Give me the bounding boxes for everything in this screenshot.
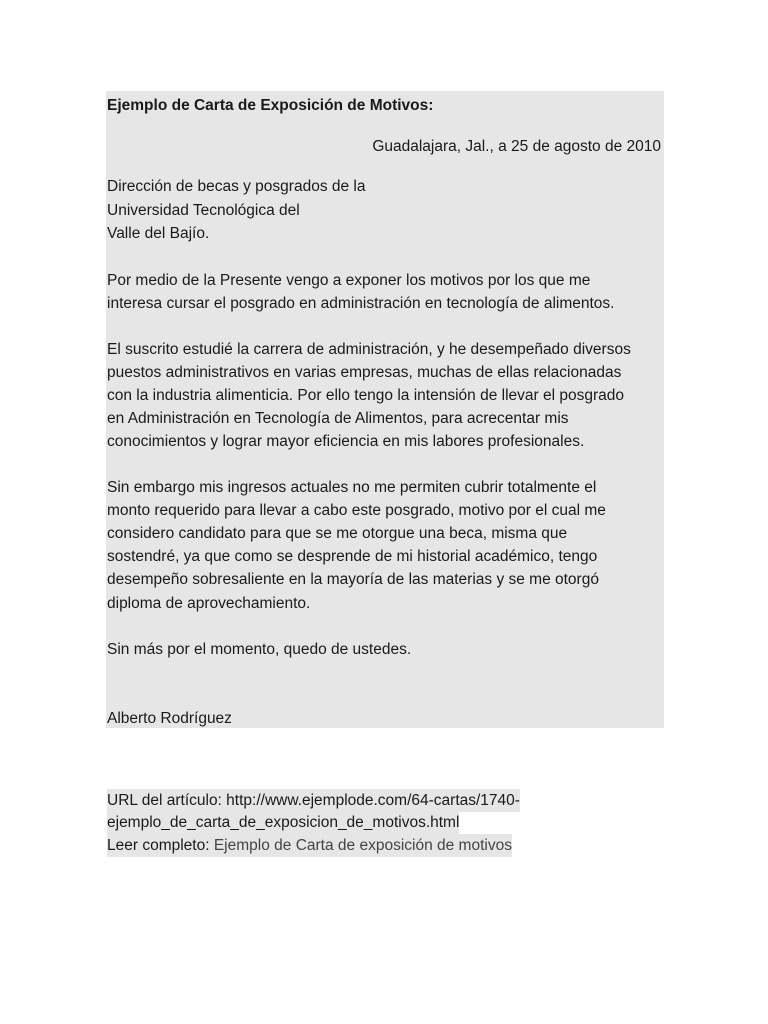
paragraph-line: sostendré, ya que como se desprende de mi historial académico, tengo [107, 548, 598, 565]
read-more-link[interactable]: Ejemplo de Carta de exposición de motivos [213, 837, 512, 854]
paragraph-line: interesa cursar el posgrado en administración en tecnología de alimentos. [107, 295, 615, 312]
recipient-line: Valle del Bajío. [107, 225, 210, 242]
paragraph-line: con la industria alimenticia. Por ello tengo la intensión de llevar el posgrado [107, 387, 624, 404]
url-line: URL del artículo: http://www.ejemplode.com/64-cartas/1740- [107, 789, 520, 812]
letter-date: Guadalajara, Jal., a 25 de agosto de 2010 [372, 138, 661, 155]
paragraph-line: El suscrito estudié la carrera de administración, y he desempeñado diversos [107, 341, 631, 358]
read-more-label: Leer completo: [107, 837, 214, 854]
paragraph-line: considero candidato para que se me otorgue una beca, misma que [107, 525, 568, 542]
letter-title: Ejemplo de Carta de Exposición de Motivos: [107, 97, 434, 114]
signature: Alberto Rodríguez [107, 710, 232, 727]
recipient-line: Universidad Tecnológica del [107, 202, 300, 219]
paragraph-line: diploma de aprovechamiento. [107, 595, 311, 612]
paragraph-line: Sin embargo mis ingresos actuales no me permiten cubrir totalmente el [107, 479, 597, 496]
paragraph-line: conocimientos y lograr mayor eficiencia en mis labores profesionales. [107, 433, 585, 450]
paragraph-line: Por medio de la Presente vengo a exponer los motivos por los que me [107, 272, 591, 289]
url-line: ejemplo_de_carta_de_exposicion_de_motivos.html [107, 811, 459, 834]
paragraph-line: en Administración en Tecnología de Alimentos, para acrecentar mis [107, 410, 569, 427]
paragraph-line: desempeño sobresaliente en la mayoría de las materias y se me otorgó [107, 571, 599, 588]
paragraph-line: monto requerido para llevar a cabo este posgrado, motivo por el cual me [107, 502, 606, 519]
paragraph-line: puestos administrativos en varias empresas, muchas de ellas relacionadas [107, 364, 622, 381]
recipient-line: Dirección de becas y posgrados de la [107, 178, 366, 195]
read-more-line [107, 834, 512, 857]
closing-line: Sin más por el momento, quedo de ustedes. [107, 641, 412, 658]
